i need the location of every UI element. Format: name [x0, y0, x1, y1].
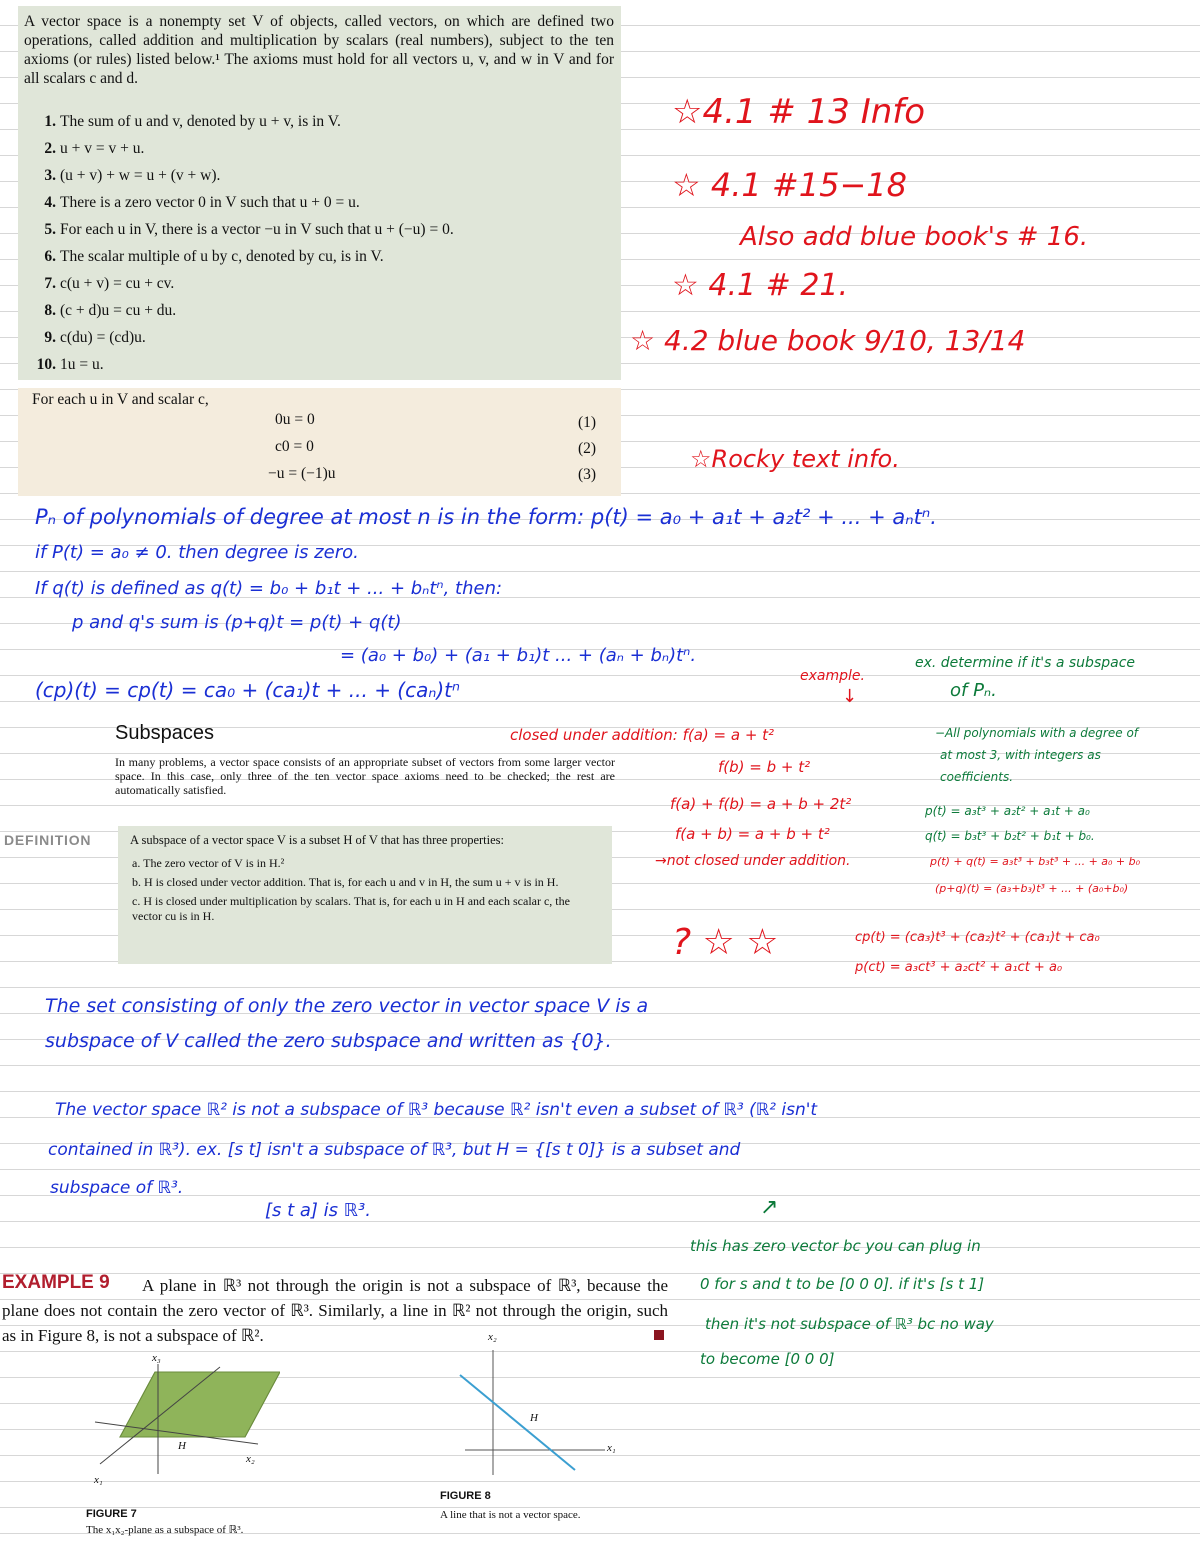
axiom-item: 10. 1u = u.	[36, 356, 104, 373]
note-green-1: ex. determine if it's a subspace	[915, 655, 1136, 671]
note-blue-poly-3: If q(t) is defined as q(t) = b₀ + b₁t + ... + bₙtⁿ, then:	[35, 578, 503, 599]
vector-space-intro: A vector space is a nonempty set V of objects, called vectors, on which are defined two operations, called addition and multiplication by scalars (real numbers), subject to the ten axioms (or rules) listed below.¹ The axioms must hold for all vectors u, v, and w in V and for all scalars c and d.	[24, 13, 614, 87]
note-red-3: Also add blue book's # 16.	[740, 222, 1089, 252]
example-9-text: A plane in ℝ³ not through the origin is not a subspace of ℝ³, because the plane does not contain the zero vector of ℝ³. Similarly, a line in ℝ² not through the origin, such as in Figure 8, is not a subspace of ℝ².	[2, 1276, 668, 1345]
equation-1: 0u = 0	[275, 411, 315, 428]
note-blue-poly-2: if P(t) = a₀ ≠ 0. then degree is zero.	[35, 542, 359, 563]
plane-h	[120, 1372, 280, 1437]
up-arrow-icon: ↗	[760, 1195, 779, 1220]
equation-2: c0 = 0	[275, 438, 314, 455]
note-green-h3: then it's not subspace of ℝ³ bc no way	[705, 1315, 994, 1333]
subspaces-paragraph: In many problems, a vector space consists of an appropriate subset of vectors from some larger vector space. In this case, only three of the ten vector space axioms need to be checked; the rest are automatically satisfied.	[115, 755, 615, 797]
note-red-1: ☆4.1 # 13 Info	[672, 92, 926, 132]
note-red-sum: p(t) + q(t) = a₃t³ + b₃t³ + ... + a₀ + b₀	[930, 855, 1141, 868]
down-arrow-icon: ↓	[842, 686, 858, 707]
example-9-title: EXAMPLE 9	[2, 1272, 110, 1293]
definition-item-a: a. The zero vector of V is in H.²	[132, 856, 285, 870]
figure-7-x1-label: x₁	[94, 1474, 103, 1486]
axiom-list	[24, 108, 584, 378]
note-red-closed-2: f(b) = b + t²	[718, 758, 811, 776]
axiom-item: 7. c(u + v) = cu + cv.	[44, 275, 175, 292]
note-blue-poly-1: Pₙ of polynomials of degree at most n is in the form: p(t) = a₀ + a₁t + a₂t² + ... + aₙtⁿ.	[35, 505, 937, 529]
note-red-4: ☆ 4.1 # 21.	[672, 268, 849, 303]
note-red-closed-5: →not closed under addition.	[655, 853, 851, 869]
note-red-scalar-1: cp(t) = (ca₃)t³ + (ca₂)t² + (ca₁)t + ca₀	[855, 930, 1100, 945]
figure-8-diagram	[455, 1345, 625, 1485]
note-red-closed-3: f(a) + f(b) = a + b + 2t²	[670, 795, 852, 813]
note-blue-poly-6: (cp)(t) = cp(t) = ca₀ + (ca₁)t + ... + (caₙ)tⁿ	[35, 678, 460, 702]
note-blue-r-1: The vector space ℝ² is not a subspace of ℝ³ because ℝ² isn't even a subset of ℝ³ (ℝ² isn't	[55, 1100, 818, 1120]
note-red-5: ☆ 4.2 blue book 9/10, 13/14	[630, 324, 1026, 357]
figure-7-label: FIGURE 7	[86, 1508, 137, 1520]
note-red-closed-1: closed under addition: f(a) = a + t²	[510, 726, 775, 744]
definition-item-c: c. H is closed under multiplication by scalars. That is, for each u in H and each scalar c, the vector cu is in H.	[132, 894, 570, 923]
note-green-h2: 0 for s and t to be [0 0 0]. if it's [s t 1]	[700, 1275, 985, 1293]
axiom-item: 5. For each u in V, there is a vector −u in V such that u + (−u) = 0.	[44, 221, 454, 238]
note-red-2: ☆ 4.1 #15−18	[672, 166, 907, 204]
note-red-sum-2: (p+q)(t) = (a₃+b₃)t³ + ... + (a₀+b₀)	[935, 882, 1129, 895]
note-green-h4: to become [0 0 0]	[700, 1350, 835, 1368]
end-of-example-icon	[654, 1330, 664, 1340]
definition-item-b: b. H is closed under vector addition. That is, for each u and v in H, the sum u + v is in H.	[132, 875, 559, 889]
note-green-7: q(t) = b₃t³ + b₂t² + b₁t + b₀.	[925, 829, 1095, 843]
note-green-3: −All polynomials with a degree of	[935, 726, 1139, 740]
note-red-6: ☆Rocky text info.	[690, 445, 900, 473]
axiom-item: 9. c(du) = (cd)u.	[44, 329, 146, 346]
note-green-2: of Pₙ.	[950, 680, 997, 701]
note-green-h1: this has zero vector bc you can plug in	[690, 1237, 981, 1255]
note-red-closed-4: f(a + b) = a + b + t²	[675, 825, 830, 843]
axiom-item: 3. (u + v) + w = u + (v + w).	[44, 167, 221, 184]
axiom-item: 2. u + v = v + u.	[44, 140, 145, 157]
figure-8-caption: A line that is not a vector space.	[440, 1509, 581, 1521]
figure-7-diagram	[80, 1352, 280, 1492]
axiom-item: 4. There is a zero vector 0 in V such that u + 0 = u.	[44, 194, 360, 211]
note-blue-r-3: subspace of ℝ³.	[50, 1178, 184, 1198]
figure-7-caption: The x₁x₂-plane as a subspace of ℝ³.	[86, 1524, 244, 1536]
axiom-item: 1. The sum of u and v, denoted by u + v, is in V.	[44, 113, 341, 130]
equation-3: −u = (−1)u	[268, 465, 336, 482]
equation-1-number: (1)	[578, 414, 597, 431]
figure-8-x1-label: x₁	[607, 1442, 616, 1454]
axiom-item: 8. (c + d)u = cu + du.	[44, 302, 177, 319]
note-blue-zero-1: The set consisting of only the zero vector in vector space V is a	[45, 995, 649, 1017]
axiom-item: 6. The scalar multiple of u by c, denoted by cu, is in V.	[44, 248, 384, 265]
equation-2-number: (2)	[578, 440, 597, 457]
note-green-4: at most 3, with integers as	[940, 748, 1101, 762]
note-blue-poly-4: p and q's sum is (p+q)t = p(t) + q(t)	[72, 612, 402, 633]
line-h	[460, 1375, 575, 1470]
subspaces-heading: Subspaces	[115, 722, 214, 744]
figure-7-x2-label: x₂	[246, 1453, 255, 1465]
note-red-example: example.	[800, 668, 865, 684]
note-green-5: coefficients.	[940, 770, 1014, 784]
equation-3-number: (3)	[578, 466, 597, 483]
note-red-scalar-2: p(ct) = a₃ct³ + a₂ct² + a₁ct + a₀	[855, 960, 1063, 975]
note-green-6: p(t) = a₃t³ + a₂t² + a₁t + a₀	[925, 804, 1090, 818]
definition-text	[130, 832, 600, 924]
definition-label: DEFINITION	[4, 832, 92, 848]
figure-7-x3-label: x₃	[152, 1352, 161, 1364]
definition-lead: A subspace of a vector space V is a subset H of V that has three properties:	[130, 833, 504, 847]
note-blue-r-2: contained in ℝ³). ex. [s t] isn't a subspace of ℝ³, but H = {[s t 0]} is a subset and	[48, 1140, 741, 1160]
note-blue-poly-5: = (a₀ + b₀) + (a₁ + b₁)t ... + (aₙ + bₙ)tⁿ.	[340, 645, 697, 666]
figure-8-line-label: H	[530, 1412, 538, 1424]
figure-8-label: FIGURE 8	[440, 1490, 491, 1502]
figure-7-plane-label: H	[178, 1440, 186, 1452]
note-blue-zero-2: subspace of V called the zero subspace and written as {0}.	[45, 1030, 612, 1052]
note-red-question: ? ☆ ☆	[672, 922, 779, 963]
properties-intro: For each u in V and scalar c,	[32, 391, 209, 408]
note-blue-r-4: [s t a] is ℝ³.	[265, 1200, 371, 1221]
figure-8-x2-label: x₂	[488, 1331, 497, 1343]
